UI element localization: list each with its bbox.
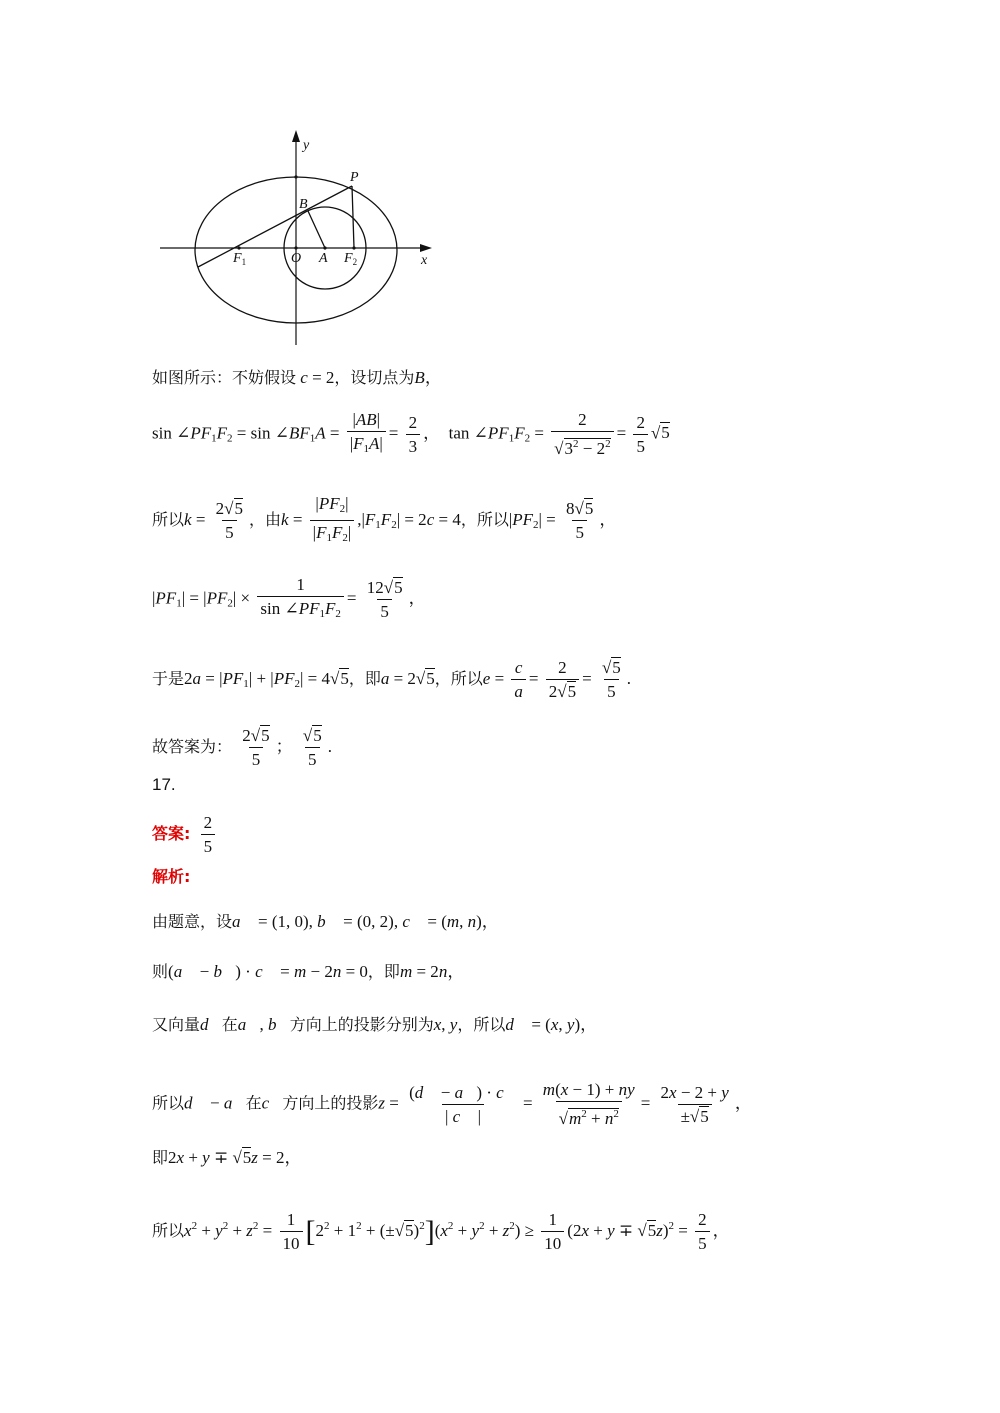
label-a: A	[319, 251, 328, 266]
line-dot: 则(a⃗ − b⃗) · c⃗ = m − 2n = 0，即m = 2n，	[152, 962, 465, 981]
point-a	[323, 246, 326, 249]
label-x: x	[421, 253, 428, 268]
analysis-label: 解析:	[152, 867, 191, 886]
line-projection: 又向量d⃗在a⃗, b⃗方向上的投影分别为x, y，所以d⃗ = (x, y)，	[152, 1015, 598, 1034]
line-assume: 如图所示：不妨假设 c = 2，设切点为B，	[152, 368, 442, 387]
label-f2: $F_2$	[344, 251, 358, 267]
line-pf1: $|PF_1| = |PF_2|$ × $\frac{1}{\sin \angle PF_1F_2}$ = $\frac{12√5}{5}$ ，	[152, 575, 426, 624]
label-f1: $F_1$	[233, 251, 247, 267]
answer-line: 答案: $\frac{2}{5}$	[152, 813, 218, 857]
point-f2	[352, 246, 355, 249]
line-k: 所以k = $\frac{2√5}{5}$ ，由k = $\frac{|PF_2|}{|F_1F_2|}$ $,|F_1F_2| = 2c = 4$，所以$|PF_2|$ = $\frac{8√5}{5}$ ，	[152, 494, 616, 548]
point-o	[294, 246, 297, 249]
line-z: 所以d⃗ − a⃗在c⃗方向上的投影z = $\frac{(d⃗ - a⃗) \cdot c⃗}{| c⃗ |}$ = $\frac{m(x - 1) + ny}{√m^2 + n^2}$ = $\frac{2x - 2 + y}{\pm√5}$ ，	[152, 1080, 752, 1128]
label-b: B	[299, 197, 308, 212]
line-pf1	[198, 186, 352, 267]
line-plane: 即2x + y ∓ √5z = 2，	[152, 1148, 302, 1167]
question-number: 17.	[152, 775, 176, 794]
line-answer-16: 故答案为： $\frac{2√5}{5}$ ； $\frac{√5}{5}$ .	[152, 726, 332, 769]
x-axis-arrow	[420, 244, 432, 252]
line-ba	[308, 211, 325, 248]
label-p: P	[350, 170, 359, 185]
y-axis-arrow	[292, 130, 300, 142]
ellipse-figure	[0, 0, 1000, 350]
point-f1	[237, 246, 240, 249]
label-y: y	[303, 138, 310, 153]
line-cauchy: 所以$x^2 + y^2 + z^2$ = $\frac{1}{10}$ $[2^2 + 1^2 + (\pm√5)^2](x^2 + y^2 + z^2)$ ≥ $\frac{1}{10}$ $(2x + y \mp √5z)^2$ = $\frac{2}{5}$ ，	[152, 1210, 730, 1253]
label-o: O	[291, 251, 302, 266]
line-vectors: 由题意，设a⃗ = (1, 0), b⃗ = (0, 2), c⃗ = (m, n)，	[152, 912, 499, 931]
point-top	[294, 175, 297, 178]
line-sin-tan: $\sin \angle PF_1F_2 = \sin$ $\angle BF_1A$ = $\frac{|AB|}{|F_1A|}$ = $\frac{2}{3}$ ， $\tan \angle PF_1F_2$ = $\frac{2}{√3^2 - 2^2}$ = $\frac{2}{5}$ √5	[152, 410, 670, 458]
line-2a: 于是$2a = |PF_1| + |PF_2| = 4√5$，即a = 2√5，所以e = $\frac{c}{a}$ = $\frac{2}{2√5}$ = $\frac{√5}{5}$ .	[152, 658, 632, 701]
